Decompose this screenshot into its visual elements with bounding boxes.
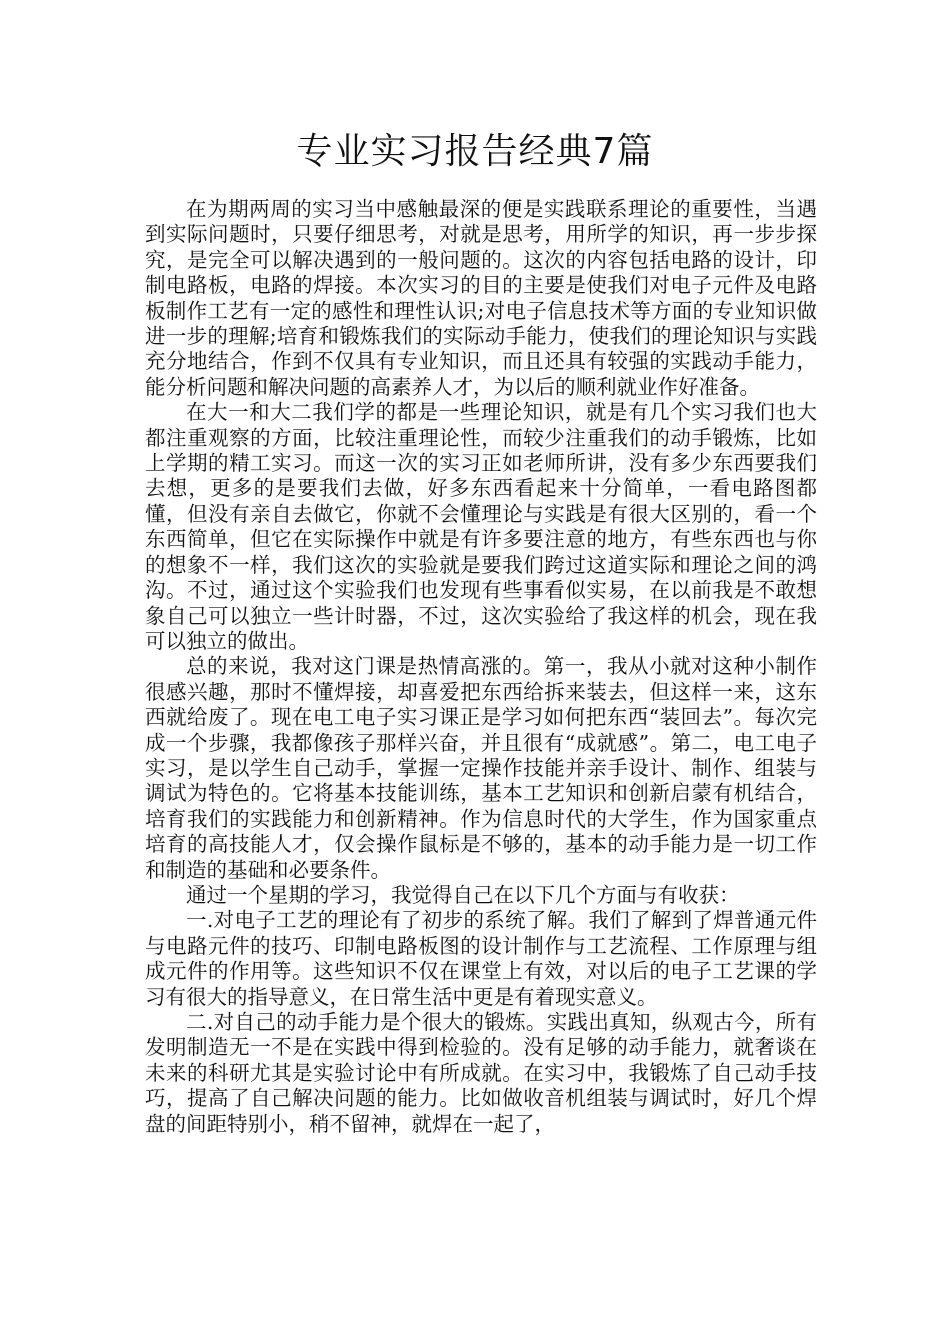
- paragraph-5: 一.对电子工艺的理论有了初步的系统了解。我们了解到了焊普通元件与电路元件的技巧、印制电路板图的设计制作与工艺流程、工作原理与组成元件的作用等。这些知识不仅在课堂上有效，对以后的电子工艺课的学习有很大的指导意义，在日常生活中更是有着现实意义。: [145, 908, 817, 1009]
- paragraph-6: 二.对自己的动手能力是个很大的锻炼。实践出真知，纵观古今，所有发明制造无一不是在实践中得到检验的。没有足够的动手能力，就奢谈在未来的科研尤其是实验讨论中有所成就。在实习中，我锻炼了自己动手技巧，提高了自己解决问题的能力。比如做收音机组装与调试时，好几个焊盘的间距特别小，稍不留神，就焊在一起了，: [145, 1010, 817, 1136]
- document-body: [145, 197, 817, 1137]
- document-title: 专业实习报告经典7篇: [296, 131, 654, 172]
- paragraph-1: 在为期两周的实习当中感触最深的便是实践联系理论的重要性，当遇到实际问题时，只要仔细思考，对就是思考，用所学的知识，再一步步探究，是完全可以解决遇到的一般问题的。这次的内容包括电路的设计，印制电路板，电路的焊接。本次实习的目的主要是使我们对电子元件及电路板制作工艺有一定的感性和理性认识;对电子信息技术等方面的专业知识做进一步的理解;培育和锻炼我们的实际动手能力，使我们的理论知识与实践充分地结合，作到不仅具有专业知识，而且还具有较强的实践动手能力，能分析问题和解决问题的高素养人才，为以后的顺利就业作好准备。: [145, 197, 817, 399]
- paragraph-2: 在大一和大二我们学的都是一些理论知识，就是有几个实习我们也大都注重观察的方面，比较注重理论性，而较少注重我们的动手锻炼，比如上学期的精工实习。而这一次的实习正如老师所讲，没有多少东西要我们去想，更多的是要我们去做，好多东西看起来十分简单，一看电路图都懂，但没有亲自去做它，你就不会懂理论与实践是有很大区别的，看一个东西简单，但它在实际操作中就是有许多要注意的地方，有些东西也与你的想象不一样，我们这次的实验就是要我们跨过这道实际和理论之间的鸿沟。不过，通过这个实验我们也发现有些事看似实易，在以前我是不敢想象自己可以独立一些计时器，不过，这次实验给了我这样的机会，现在我可以独立的做出。: [145, 400, 817, 653]
- paragraph-3: 总的来说，我对这门课是热情高涨的。第一，我从小就对这种小制作很感兴趣，那时不懂焊接，却喜爱把东西给拆来装去，但这样一来，这东西就给废了。现在电工电子实习课正是学习如何把东西“装回去”。每次完成一个步骤，我都像孩子那样兴奋，并且很有“成就感”。第二，电工电子实习，是以学生自己动手，掌握一定操作技能并亲手设计、制作、组装与调试为特色的。它将基本技能训练，基本工艺知识和创新启蒙有机结合，培育我们的实践能力和创新精神。作为信息时代的大学生，作为国家重点培育的高技能人才，仅会操作鼠标是不够的，基本的动手能力是一切工作和制造的基础和必要条件。: [145, 654, 817, 882]
- paragraph-4: 通过一个星期的学习，我觉得自己在以下几个方面与有收获：: [186, 882, 740, 907]
